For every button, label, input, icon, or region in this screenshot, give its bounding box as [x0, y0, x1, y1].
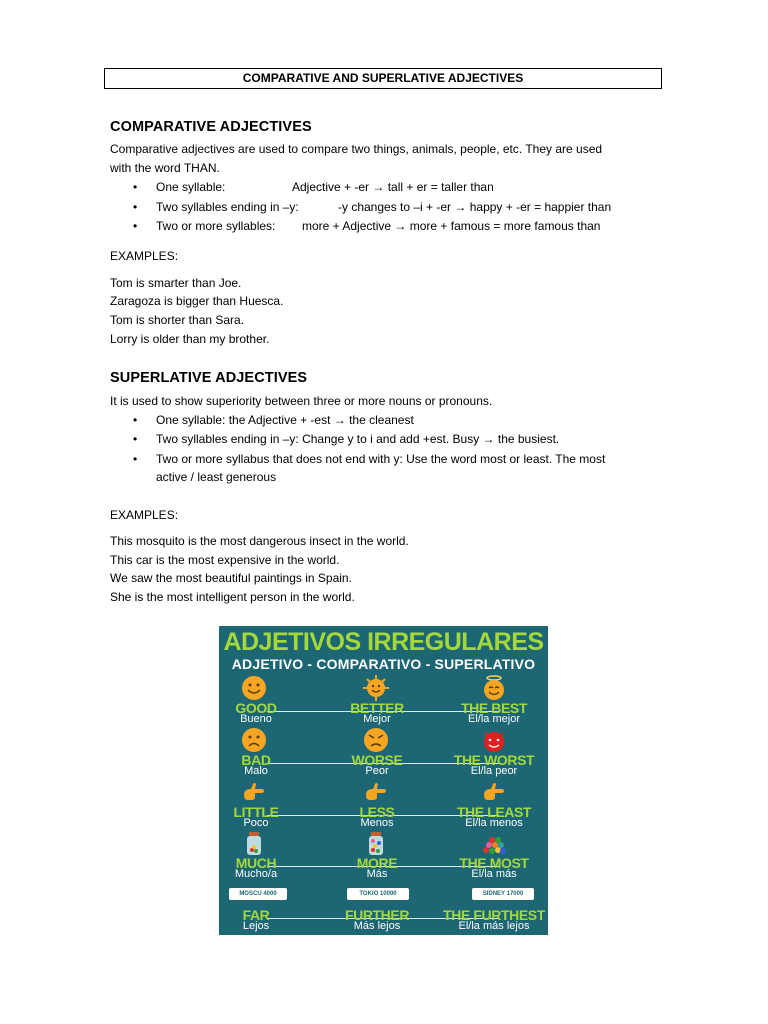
- superlative-bullet: Two or more syllabus that does not end with y: Use the word most or least. The most: [156, 452, 606, 466]
- bullet-dot: •: [133, 180, 138, 194]
- superlative-bullet: Two syllables ending in –y: Change y to i and add +est. Busy → the busiest.: [156, 432, 560, 446]
- superlative-word: THE BEST: [460, 700, 528, 716]
- comparative-translation: Mejor: [363, 713, 391, 725]
- angry-face-icon: [363, 727, 389, 753]
- candy-jar-icon: [363, 830, 389, 856]
- infographic-subtitle: ADJETIVO - COMPARATIVO - SUPERLATIVO: [231, 656, 536, 672]
- superlative-intro: It is used to show superiority between three or more nouns or pronouns.: [110, 394, 493, 408]
- superlative-word: THE FURTHEST: [443, 907, 545, 923]
- candy-pile-icon: [481, 830, 507, 856]
- comparative-bullet-label: Two or more syllables:: [156, 219, 276, 233]
- comparative-translation: Menos: [360, 817, 394, 829]
- comparative-example: Zaragoza is bigger than Huesca.: [110, 294, 284, 308]
- superlative-bullet: One syllable: the Adjective + -est → the cleanest: [156, 413, 414, 427]
- comparative-example: Tom is smarter than Joe.: [110, 276, 242, 290]
- road-sign: SIDNEY 17000: [472, 888, 534, 900]
- comparative-bullet-label: Two syllables ending in –y:: [156, 200, 299, 214]
- superlative-word: THE LEAST: [456, 804, 532, 820]
- pinching-hand-icon: [363, 779, 389, 805]
- comparative-translation: Más lejos: [353, 920, 401, 932]
- superlative-example: This car is the most expensive in the world.: [110, 553, 340, 567]
- superlative-example: We saw the most beautiful paintings in Spain.: [110, 571, 352, 585]
- pinching-hand-icon: [241, 779, 267, 805]
- superlative-example: She is the most intelligent person in the world.: [110, 590, 355, 604]
- devil-face-icon: [481, 727, 507, 753]
- comparative-word: BETTER: [350, 700, 404, 716]
- adjective-translation: Mucho/a: [234, 868, 278, 880]
- road-sign: TOKIO 10000: [347, 888, 409, 900]
- comparative-word: LESS: [359, 804, 395, 820]
- bullet-dot: •: [133, 413, 138, 427]
- comparative-example: Tom is shorter than Sara.: [110, 313, 245, 327]
- superlative-translation: El/la menos: [465, 817, 523, 829]
- superlative-heading: SUPERLATIVE ADJECTIVES: [110, 370, 308, 386]
- adjective-translation: Bueno: [240, 713, 272, 725]
- comparative-heading: COMPARATIVE ADJECTIVES: [110, 119, 312, 135]
- pinching-hand-icon: [481, 779, 507, 805]
- irregular-adjectives-infographic: [219, 626, 548, 935]
- superlative-translation: El/la más lejos: [458, 920, 530, 932]
- comparative-intro-line2: with the word THAN.: [110, 161, 220, 175]
- comparative-word: MORE: [356, 855, 398, 871]
- comparative-bullet-label: One syllable:: [156, 180, 226, 194]
- comparative-intro-line1: Comparative adjectives are used to compare two things, animals, people, etc. They are used: [110, 142, 603, 156]
- comparative-bullet-rule: Adjective + -er → tall + er = taller than: [292, 180, 494, 194]
- comparative-example: Lorry is older than my brother.: [110, 332, 270, 346]
- comparative-word: FURTHER: [344, 907, 410, 923]
- superlative-example: This mosquito is the most dangerous insect in the world.: [110, 534, 409, 548]
- adjective-word: GOOD: [235, 700, 277, 716]
- superlative-translation: El/la más: [471, 868, 517, 880]
- adjective-translation: Malo: [244, 765, 268, 777]
- superlative-translation: El/la mejor: [468, 713, 520, 725]
- sun-face-icon: [363, 675, 389, 701]
- adjective-word: LITTLE: [233, 804, 279, 820]
- adjective-word: MUCH: [235, 855, 277, 871]
- superlative-translation: El/la peor: [470, 765, 518, 777]
- frowning-face-icon: [241, 727, 267, 753]
- adjective-word: FAR: [242, 907, 270, 923]
- document-title: COMPARATIVE AND SUPERLATIVE ADJECTIVES: [104, 68, 662, 89]
- bullet-dot: •: [133, 219, 138, 233]
- angel-face-icon: [481, 675, 507, 701]
- bullet-dot: •: [133, 200, 138, 214]
- comparative-translation: Peor: [365, 765, 389, 777]
- adjective-translation: Poco: [243, 817, 269, 829]
- candy-jar-icon: [241, 830, 267, 856]
- superlative-bullet-continuation: active / least generous: [156, 470, 277, 484]
- comparative-bullet-rule: more + Adjective → more + famous = more famous than: [302, 219, 601, 233]
- superlative-word: THE WORST: [453, 752, 535, 768]
- comparative-word: WORSE: [351, 752, 403, 768]
- adjective-word: BAD: [241, 752, 271, 768]
- adjective-translation: Lejos: [242, 920, 270, 932]
- comparative-translation: Más: [366, 868, 388, 880]
- superlative-word: THE MOST: [459, 855, 529, 871]
- infographic-title: ADJETIVOS IRREGULARES: [223, 628, 544, 656]
- comparative-examples-label: EXAMPLES:: [110, 249, 179, 263]
- comparative-bullet-rule: -y changes to –i + -er → happy + -er = happier than: [338, 200, 612, 214]
- smiley-face-icon: [241, 675, 267, 701]
- superlative-examples-label: EXAMPLES:: [110, 508, 179, 522]
- road-sign: MOSCU 4000: [229, 888, 287, 900]
- bullet-dot: •: [133, 452, 138, 466]
- bullet-dot: •: [133, 432, 138, 446]
